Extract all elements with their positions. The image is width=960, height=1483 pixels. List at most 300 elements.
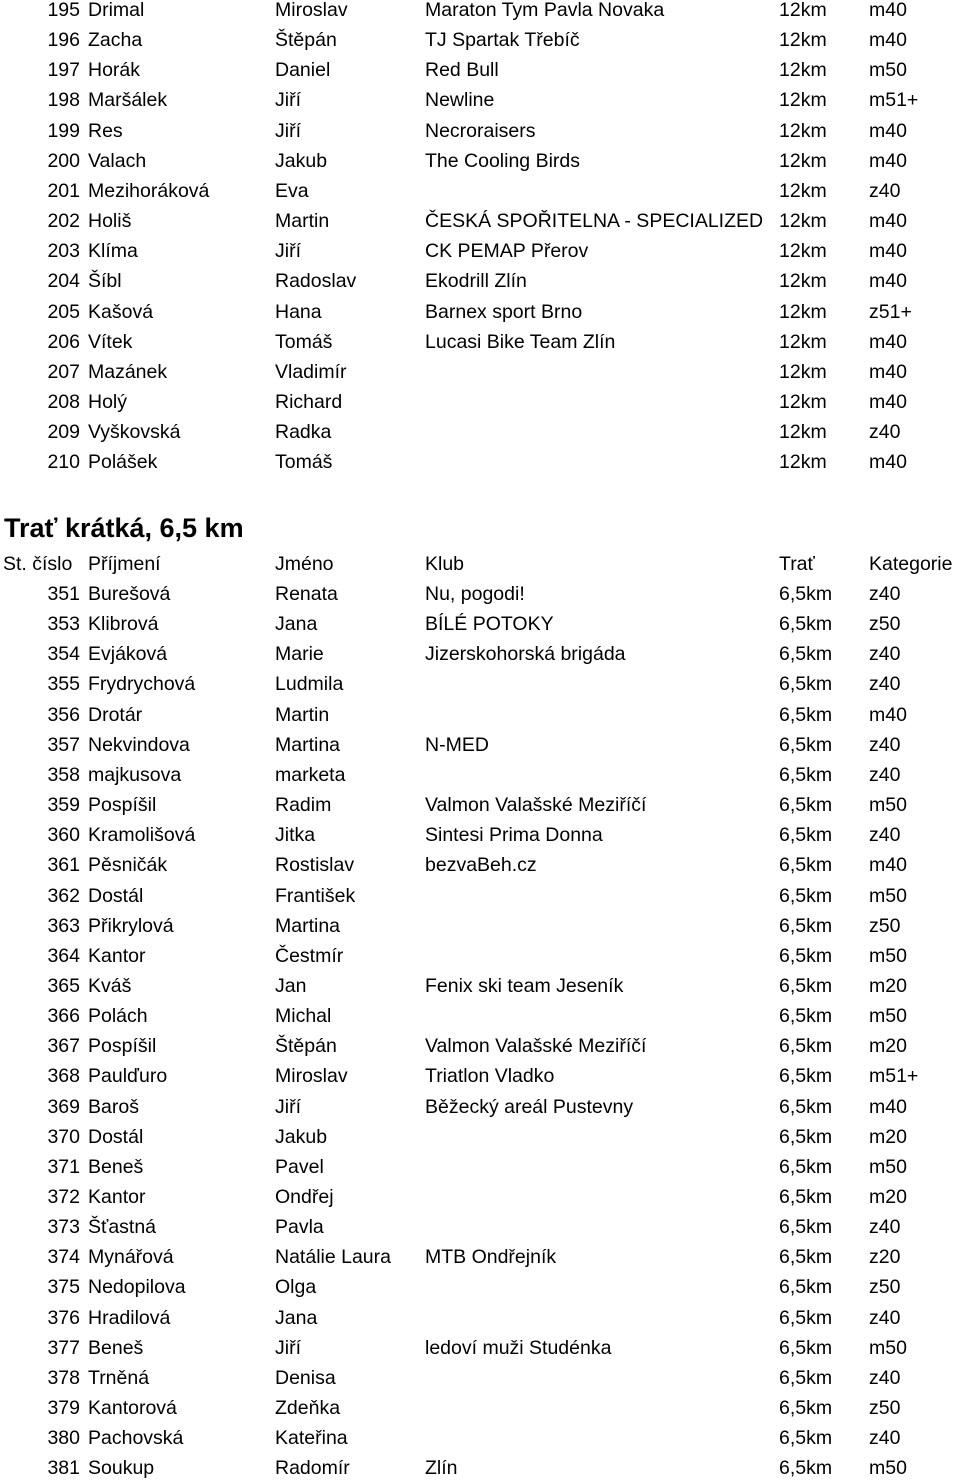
category-cell: z40 <box>869 1216 901 1239</box>
club-cell: CK PEMAP Přerov <box>425 240 589 263</box>
first-name-cell: Hana <box>275 300 322 323</box>
table-row <box>0 25 960 55</box>
table-row <box>0 417 960 447</box>
table-header <box>0 549 960 579</box>
table-row <box>0 1092 960 1122</box>
bib-number-cell: 366 <box>47 1005 80 1028</box>
track-cell: 12km <box>779 390 827 413</box>
table-row <box>0 609 960 639</box>
club-cell: Běžecký areál Pustevny <box>425 1095 634 1118</box>
track-cell: 6,5km <box>779 733 833 756</box>
table-row <box>0 790 960 820</box>
first-name-cell: Martin <box>275 210 330 233</box>
first-name-cell: Tomáš <box>275 330 333 353</box>
bib-number-cell: 209 <box>47 421 80 444</box>
first-name-cell: Miroslav <box>275 0 348 21</box>
surname-cell: Res <box>88 119 123 142</box>
table-row <box>0 850 960 880</box>
table-row <box>0 1303 960 1333</box>
club-cell: Valmon Valašské Meziříčí <box>425 794 647 817</box>
club-cell: Newline <box>425 89 495 112</box>
bib-number-cell: 373 <box>47 1216 80 1239</box>
surname-cell: Pachovská <box>88 1427 184 1450</box>
track-cell: 12km <box>779 149 827 172</box>
category-cell: m40 <box>869 854 907 877</box>
track-cell: 6,5km <box>779 643 833 666</box>
track-cell: 6,5km <box>779 1427 833 1450</box>
category-cell: m40 <box>869 390 907 413</box>
table-row <box>0 1242 960 1272</box>
category-cell: m50 <box>869 794 907 817</box>
surname-cell: Beneš <box>88 1155 144 1178</box>
surname-cell: Přikrylová <box>88 914 174 937</box>
table-row <box>0 820 960 850</box>
category-cell: z51+ <box>869 300 912 323</box>
bib-number-cell: 374 <box>47 1246 80 1269</box>
surname-cell: Drimal <box>88 0 145 21</box>
track-cell: 6,5km <box>779 884 833 907</box>
track-cell: 6,5km <box>779 824 833 847</box>
bib-number-cell: 375 <box>47 1276 80 1299</box>
first-name-cell: Zdeňka <box>275 1397 341 1420</box>
bib-number-cell: 379 <box>47 1397 80 1420</box>
first-name-cell: Štěpán <box>275 1035 337 1058</box>
first-name-cell: Vladimír <box>275 360 347 383</box>
first-name-cell: Daniel <box>275 59 331 82</box>
club-cell: Red Bull <box>425 59 499 82</box>
track-cell: 12km <box>779 210 827 233</box>
club-cell: Triatlon Vladko <box>425 1065 555 1088</box>
bib-number-cell: 357 <box>47 733 80 756</box>
table-row <box>0 760 960 790</box>
surname-cell: Trněná <box>88 1366 150 1389</box>
category-cell: m40 <box>869 1095 907 1118</box>
track-cell: 6,5km <box>779 1125 833 1148</box>
track-cell: 6,5km <box>779 914 833 937</box>
bib-number-cell: 380 <box>47 1427 80 1450</box>
first-name-cell: Štěpán <box>275 29 337 52</box>
first-name-cell: Čestmír <box>275 944 344 967</box>
first-name-cell: Jiří <box>275 89 301 112</box>
surname-cell: majkusova <box>88 763 182 786</box>
category-cell: z40 <box>869 643 901 666</box>
bib-number-cell: 368 <box>47 1065 80 1088</box>
surname-cell: Klíma <box>88 240 138 263</box>
category-cell: m40 <box>869 0 907 21</box>
bib-number-cell: 205 <box>47 300 80 323</box>
surname-cell: Soukup <box>88 1457 155 1480</box>
surname-cell: Frydrychová <box>88 673 196 696</box>
table-row <box>0 206 960 236</box>
surname-cell: Kašová <box>88 300 154 323</box>
bib-number-cell: 370 <box>47 1125 80 1148</box>
bib-number-cell: 358 <box>47 763 80 786</box>
table-row <box>0 1212 960 1242</box>
first-name-cell: Jakub <box>275 149 328 172</box>
table-row <box>0 1453 960 1483</box>
table-row <box>0 357 960 387</box>
surname-cell: Nedopilova <box>88 1276 186 1299</box>
track-cell: 6,5km <box>779 673 833 696</box>
table-row <box>0 881 960 911</box>
table-row <box>0 1182 960 1212</box>
bib-number-cell: 371 <box>47 1155 80 1178</box>
track-cell: 6,5km <box>779 1095 833 1118</box>
first-name-cell: Kateřina <box>275 1427 348 1450</box>
bib-number-cell: 206 <box>47 330 80 353</box>
category-cell: m40 <box>869 330 907 353</box>
track-cell: 6,5km <box>779 1216 833 1239</box>
header-number: St. číslo <box>3 553 73 575</box>
category-cell: z50 <box>869 613 901 636</box>
category-cell: z40 <box>869 763 901 786</box>
table-row <box>0 176 960 206</box>
club-cell: Lucasi Bike Team Zlín <box>425 330 616 353</box>
surname-cell: Kramolišová <box>88 824 196 847</box>
bib-number-cell: 197 <box>47 59 80 82</box>
bib-number-cell: 200 <box>47 149 80 172</box>
first-name-cell: Pavel <box>275 1155 324 1178</box>
header-firstname: Jméno <box>275 553 334 575</box>
bib-number-cell: 195 <box>47 0 80 21</box>
club-cell: Nu, pogodi! <box>425 583 525 605</box>
bib-number-cell: 203 <box>47 240 80 263</box>
bib-number-cell: 355 <box>47 673 80 696</box>
first-name-cell: Jiří <box>275 240 301 263</box>
table-row <box>0 1333 960 1363</box>
surname-cell: Šťastná <box>88 1216 157 1239</box>
bib-number-cell: 207 <box>47 360 80 383</box>
track-cell: 12km <box>779 119 827 142</box>
surname-cell: Polách <box>88 1005 148 1028</box>
surname-cell: Nekvindova <box>88 733 190 756</box>
bib-number-cell: 367 <box>47 1035 80 1058</box>
surname-cell: Holiš <box>88 210 132 233</box>
bib-number-cell: 363 <box>47 914 80 937</box>
surname-cell: Drotár <box>88 703 143 726</box>
category-cell: m51+ <box>869 1065 919 1088</box>
first-name-cell: Renata <box>275 583 338 605</box>
track-cell: 6,5km <box>779 1035 833 1058</box>
surname-cell: Šíbl <box>88 270 122 293</box>
track-cell: 6,5km <box>779 974 833 997</box>
first-name-cell: Natálie Laura <box>275 1246 391 1269</box>
surname-cell: Mezihoráková <box>88 179 210 202</box>
first-name-cell: Marie <box>275 643 324 666</box>
category-cell: z40 <box>869 1366 901 1389</box>
surname-cell: Vítek <box>88 330 133 353</box>
bib-number-cell: 369 <box>47 1095 80 1118</box>
club-cell: Valmon Valašské Meziříčí <box>425 1035 647 1058</box>
table-row <box>0 327 960 357</box>
surname-cell: Kantor <box>88 1186 146 1208</box>
first-name-cell: František <box>275 884 356 907</box>
surname-cell: Mynářová <box>88 1246 174 1269</box>
first-name-cell: Martina <box>275 733 341 756</box>
track-cell: 6,5km <box>779 583 833 605</box>
table-row <box>0 1393 960 1423</box>
track-cell: 6,5km <box>779 763 833 786</box>
table-row <box>0 971 960 1001</box>
table-row <box>0 266 960 296</box>
first-name-cell: Martina <box>275 914 341 937</box>
surname-cell: Maršálek <box>88 89 168 112</box>
surname-cell: Klibrová <box>88 613 159 636</box>
header-category: Kategorie <box>869 553 953 575</box>
table-row <box>0 639 960 669</box>
category-cell: z50 <box>869 1397 901 1420</box>
first-name-cell: Jitka <box>275 824 316 847</box>
club-cell: The Cooling Birds <box>425 149 580 172</box>
surname-cell: Kantorová <box>88 1397 177 1420</box>
table-row <box>0 1272 960 1302</box>
section-title: Trať krátká, 6,5 km <box>4 513 244 543</box>
club-cell: Maraton Tym Pavla Novaka <box>425 0 665 21</box>
bib-number-cell: 208 <box>47 390 80 413</box>
first-name-cell: Jiří <box>275 1095 301 1118</box>
track-cell: 12km <box>779 421 827 444</box>
surname-cell: Baroš <box>88 1095 139 1118</box>
category-cell: m50 <box>869 1457 907 1480</box>
category-cell: z40 <box>869 1427 901 1450</box>
bib-number-cell: 196 <box>47 29 80 52</box>
surname-cell: Dostál <box>88 1125 144 1148</box>
first-name-cell: Miroslav <box>275 1065 348 1088</box>
club-cell: ledoví muži Studénka <box>425 1336 612 1359</box>
surname-cell: Pospíšil <box>88 1035 157 1058</box>
bib-number-cell: 201 <box>47 179 80 202</box>
table-row <box>0 911 960 941</box>
club-cell: Sintesi Prima Donna <box>425 824 603 847</box>
first-name-cell: Jiří <box>275 1336 301 1359</box>
table-row <box>0 1423 960 1453</box>
surname-cell: Horák <box>88 59 141 82</box>
bib-number-cell: 356 <box>47 703 80 726</box>
category-cell: m50 <box>869 1005 907 1028</box>
surname-cell: Beneš <box>88 1336 144 1359</box>
track-cell: 6,5km <box>779 1276 833 1299</box>
track-cell: 6,5km <box>779 854 833 877</box>
category-cell: m50 <box>869 884 907 907</box>
category-cell: z40 <box>869 1306 901 1329</box>
surname-cell: Mazánek <box>88 360 168 383</box>
category-cell: m40 <box>869 270 907 293</box>
surname-cell: Vyškovská <box>88 421 181 444</box>
track-cell: 6,5km <box>779 1306 833 1329</box>
bib-number-cell: 351 <box>47 583 80 605</box>
bib-number-cell: 204 <box>47 270 80 293</box>
track-cell: 12km <box>779 240 827 263</box>
track-cell: 6,5km <box>779 1005 833 1028</box>
first-name-cell: Jana <box>275 613 318 636</box>
first-name-cell: Eva <box>275 179 309 202</box>
table-row <box>0 55 960 85</box>
club-cell: Ekodrill Zlín <box>425 270 527 293</box>
bib-number-cell: 353 <box>47 613 80 636</box>
track-cell: 12km <box>779 300 827 323</box>
track-cell: 12km <box>779 270 827 293</box>
header-surname: Příjmení <box>88 553 161 575</box>
first-name-cell: Radoslav <box>275 270 357 293</box>
surname-cell: Evjáková <box>88 643 168 666</box>
surname-cell: Holý <box>88 390 128 413</box>
track-cell: 6,5km <box>779 1065 833 1088</box>
category-cell: z40 <box>869 421 901 444</box>
category-cell: z40 <box>869 179 901 202</box>
category-cell: z40 <box>869 733 901 756</box>
track-cell: 6,5km <box>779 1366 833 1389</box>
club-cell: bezvaBeh.cz <box>425 854 537 877</box>
surname-cell: Pěsničák <box>88 854 168 877</box>
category-cell: m20 <box>869 1125 907 1148</box>
surname-cell: Polášek <box>88 451 158 474</box>
header-club: Klub <box>425 553 465 575</box>
surname-cell: Valach <box>88 149 147 172</box>
club-cell: ČESKÁ SPOŘITELNA - SPECIALIZED <box>425 210 764 233</box>
track-cell: 6,5km <box>779 1186 833 1208</box>
table-row <box>0 1122 960 1152</box>
category-cell: m50 <box>869 1336 907 1359</box>
track-cell: 6,5km <box>779 1336 833 1359</box>
bib-number-cell: 202 <box>47 210 80 233</box>
category-cell: m40 <box>869 360 907 383</box>
bib-number-cell: 360 <box>47 824 80 847</box>
first-name-cell: Pavla <box>275 1216 324 1239</box>
category-cell: m20 <box>869 974 907 997</box>
category-cell: z50 <box>869 914 901 937</box>
track-cell: 6,5km <box>779 703 833 726</box>
category-cell: m50 <box>869 59 907 82</box>
track-cell: 12km <box>779 451 827 474</box>
surname-cell: Kváš <box>88 974 132 997</box>
table-row <box>0 236 960 266</box>
table-row <box>0 700 960 730</box>
category-cell: m50 <box>869 1155 907 1178</box>
first-name-cell: Radim <box>275 794 332 817</box>
first-name-cell: Jana <box>275 1306 318 1329</box>
club-cell: Jizerskohorská brigáda <box>425 643 626 666</box>
category-cell: m40 <box>869 451 907 474</box>
first-name-cell: Rostislav <box>275 854 355 877</box>
track-cell: 6,5km <box>779 1155 833 1178</box>
category-cell: m40 <box>869 149 907 172</box>
table-row <box>0 0 960 25</box>
surname-cell: Kantor <box>88 944 146 967</box>
table-row <box>0 387 960 417</box>
category-cell: m40 <box>869 703 907 726</box>
surname-cell: Burešová <box>88 583 171 605</box>
club-cell: Barnex sport Brno <box>425 300 583 323</box>
club-cell: Necroraisers <box>425 119 536 142</box>
track-cell: 12km <box>779 29 827 52</box>
category-cell: m20 <box>869 1035 907 1058</box>
first-name-cell: Jan <box>275 974 307 997</box>
table-row <box>0 1001 960 1031</box>
first-name-cell: marketa <box>275 763 346 786</box>
track-cell: 6,5km <box>779 1457 833 1480</box>
track-cell: 12km <box>779 179 827 202</box>
category-cell: m40 <box>869 210 907 233</box>
surname-cell: Dostál <box>88 884 144 907</box>
category-cell: m40 <box>869 119 907 142</box>
bib-number-cell: 359 <box>47 794 80 817</box>
first-name-cell: Martin <box>275 703 330 726</box>
track-cell: 6,5km <box>779 1246 833 1269</box>
bib-number-cell: 361 <box>47 854 80 877</box>
first-name-cell: Denisa <box>275 1366 336 1389</box>
track-cell: 12km <box>779 89 827 112</box>
category-cell: z50 <box>869 1276 901 1299</box>
category-cell: z20 <box>869 1246 901 1269</box>
club-cell: BÍLÉ POTOKY <box>425 613 554 636</box>
surname-cell: Hradilová <box>88 1306 171 1329</box>
category-cell: m40 <box>869 29 907 52</box>
surname-cell: Pospíšil <box>88 794 157 817</box>
bib-number-cell: 372 <box>47 1186 80 1208</box>
table-row <box>0 1152 960 1182</box>
table-row <box>0 85 960 115</box>
table-row <box>0 297 960 327</box>
bib-number-cell: 381 <box>47 1457 80 1480</box>
table-row <box>0 1061 960 1091</box>
bib-number-cell: 210 <box>47 451 80 474</box>
bib-number-cell: 198 <box>47 89 80 112</box>
first-name-cell: Ondřej <box>275 1186 334 1208</box>
table-row <box>0 1031 960 1061</box>
bib-number-cell: 377 <box>47 1336 80 1359</box>
category-cell: m20 <box>869 1186 907 1208</box>
track-cell: 6,5km <box>779 944 833 967</box>
table-row <box>0 941 960 971</box>
club-cell: TJ Spartak Třebíč <box>425 29 580 52</box>
first-name-cell: Richard <box>275 390 343 413</box>
track-cell: 12km <box>779 330 827 353</box>
category-cell: z40 <box>869 673 901 696</box>
bib-number-cell: 354 <box>47 643 80 666</box>
first-name-cell: Radka <box>275 421 332 444</box>
surname-cell: Zacha <box>88 29 143 52</box>
first-name-cell: Radomír <box>275 1457 350 1480</box>
first-name-cell: Jiří <box>275 119 301 142</box>
first-name-cell: Tomáš <box>275 451 333 474</box>
first-name-cell: Jakub <box>275 1125 328 1148</box>
first-name-cell: Michal <box>275 1005 332 1028</box>
table-row <box>0 730 960 760</box>
track-cell: 12km <box>779 0 827 21</box>
track-cell: 6,5km <box>779 794 833 817</box>
header-track: Trať <box>779 553 815 575</box>
track-cell: 12km <box>779 59 827 82</box>
club-cell: Fenix ski team Jeseník <box>425 974 624 997</box>
first-name-cell: Ludmila <box>275 673 344 696</box>
surname-cell: Paulďuro <box>88 1065 168 1088</box>
bib-number-cell: 378 <box>47 1366 80 1389</box>
category-cell: m50 <box>869 944 907 967</box>
first-name-cell: Olga <box>275 1276 317 1299</box>
bib-number-cell: 364 <box>47 944 80 967</box>
category-cell: m40 <box>869 240 907 263</box>
table-row <box>0 1363 960 1393</box>
table-row <box>0 447 960 477</box>
bib-number-cell: 365 <box>47 974 80 997</box>
table-row <box>0 579 960 609</box>
track-cell: 6,5km <box>779 613 833 636</box>
bib-number-cell: 376 <box>47 1306 80 1329</box>
category-cell: m51+ <box>869 89 919 112</box>
track-cell: 6,5km <box>779 1397 833 1420</box>
track-cell: 12km <box>779 360 827 383</box>
bib-number-cell: 199 <box>47 119 80 142</box>
